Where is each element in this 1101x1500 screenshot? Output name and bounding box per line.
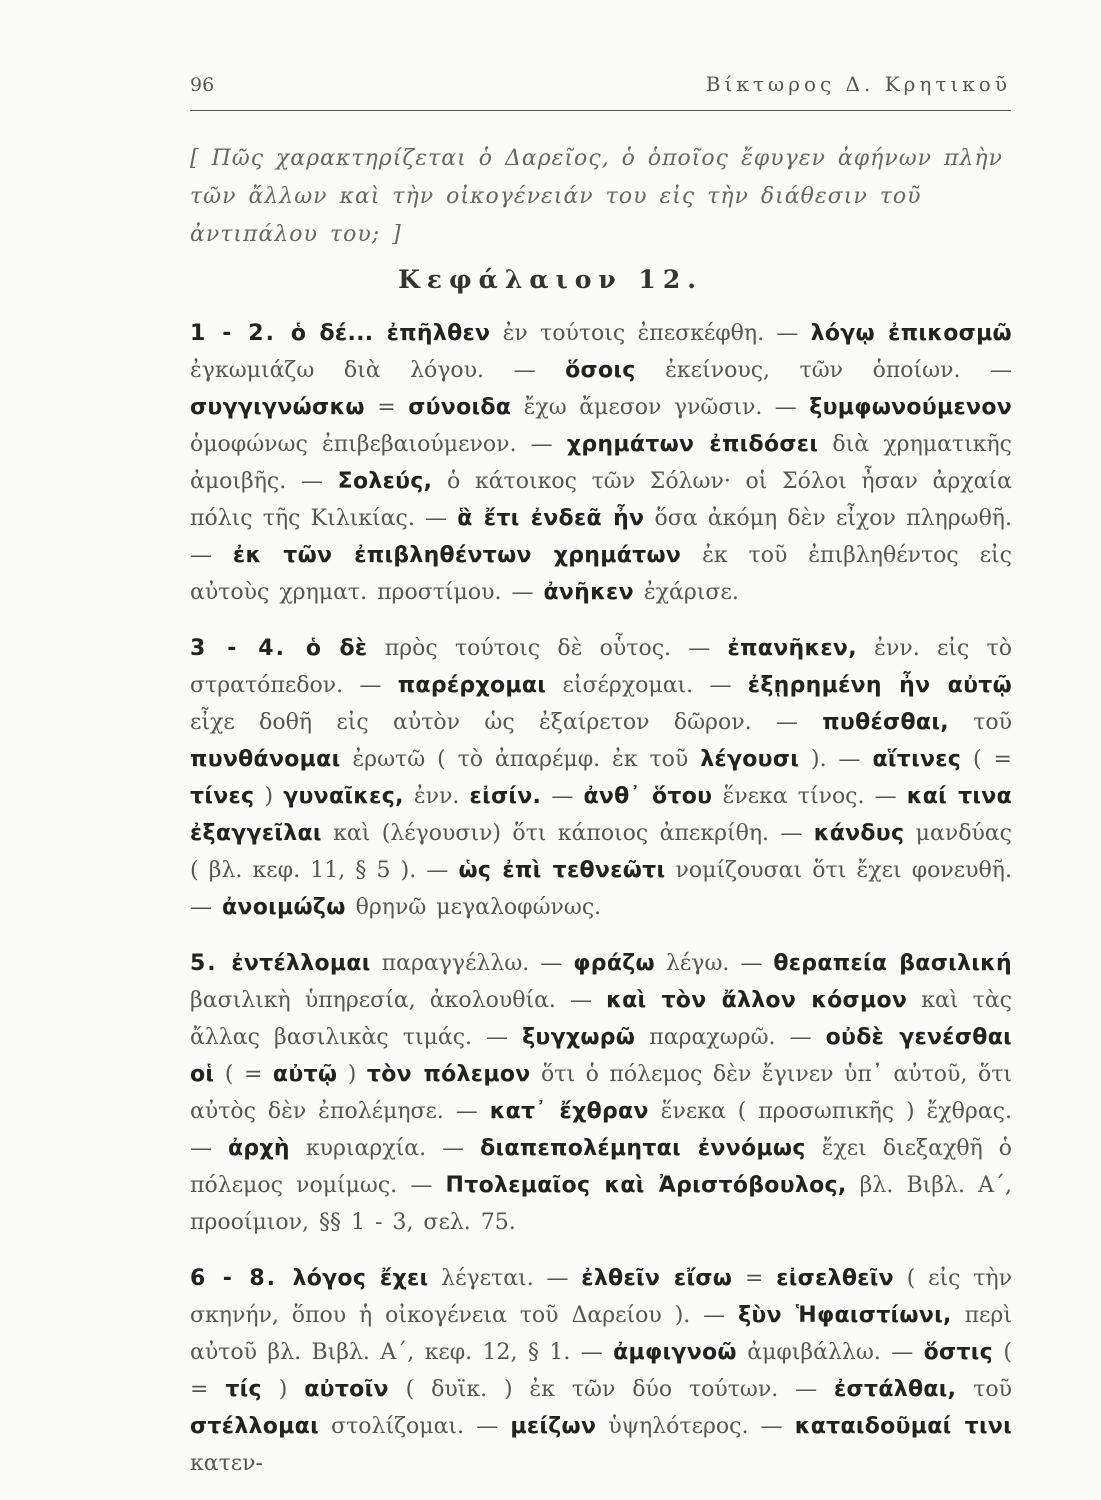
page-number: 96 [190, 74, 215, 96]
lemma: διαπεπολέμηται ἐννόμως [480, 1136, 806, 1161]
lemma: φράζω [573, 951, 655, 976]
lemma: αἵτινες [872, 747, 962, 772]
lemma: λόγος ἔχει [292, 1266, 429, 1291]
gloss: καὶ (λέγουσιν) ὅτι κάποιος ἀπεκρίθη. — [321, 821, 814, 846]
section-reference: 6 - 8. [190, 1266, 293, 1291]
lemma: κατ᾽ ἔχθραν [489, 1099, 649, 1124]
lemma: τὸν πόλεμον [366, 1062, 531, 1087]
gloss: λέγω. — [654, 951, 774, 976]
gloss: διὰ χρηματικῆς ἀμοιβῆς. — [190, 432, 1012, 494]
lemma: τίς [225, 1377, 262, 1402]
lemma: ἃ ἔτι ἐνδεᾶ ἦν [457, 506, 645, 531]
gloss: ἐχάρισε. [633, 580, 739, 605]
lemma: ἀνοιμώζω [222, 895, 346, 920]
lemma: οὐδὲ γενέσθαι οἱ [190, 1025, 1012, 1087]
note-section [190, 630, 1012, 926]
gloss: πρὸς τούτοις δὲ οὗτος. — [367, 636, 728, 661]
section-reference: 5. [190, 951, 232, 976]
gloss: ) [337, 1062, 367, 1087]
lemma: ἐπανῆκεν, [727, 636, 857, 661]
gloss: κατεν- [190, 1451, 263, 1476]
lemma: καὶ τὸν ἄλλον κόσμον [606, 988, 908, 1013]
lemma: κάνδυς [813, 821, 905, 846]
gloss: ) [261, 1377, 305, 1402]
gloss: ἐγκωμιάζω διὰ λόγου. — [190, 358, 566, 383]
gloss: τοῦ [956, 1377, 1012, 1402]
gloss: ὁμοφώνως ἐπιβεβαιούμενον. — [190, 432, 567, 457]
lemma: πυθέσθαι, [822, 710, 949, 735]
lemma: στέλλομαι [190, 1414, 319, 1439]
lemma: ἐξῃρημένη ἦν αὐτῷ [747, 673, 1012, 698]
lemma: ἀμφιγνοῶ [613, 1340, 737, 1365]
note-section [190, 315, 1012, 611]
gloss: ἕνεκα ( προσωπικῆς ) ἔχθρας. — [190, 1099, 1012, 1161]
gloss: βλ. Βιβλ. Α΄, προοίμιον, §§ 1 - 3, σελ. 75. [190, 1173, 1012, 1235]
lemma: ἀνῆκεν [543, 580, 634, 605]
gloss: ὅτι ὁ πόλεμος δὲν ἔγινεν ὑπ᾽ αὐτοῦ, ὅτι αὐτὸς δὲν ἐπολέμησε. — [190, 1062, 1012, 1124]
lemma: αὐτῷ [272, 1062, 338, 1087]
gloss: ἔχει διεξαχθῆ ὁ πόλεμος νομίμως. — [190, 1136, 1012, 1198]
lemma: ὅσοις [565, 358, 636, 383]
lemma: Σολεύς, [337, 469, 433, 494]
gloss: = [732, 1266, 777, 1291]
gloss: ὅσα ἀκόμη δὲν εἶχον πληρωθῆ. — [190, 506, 1012, 568]
chapter-title: Κεφάλαιον 12. [398, 265, 703, 294]
lemma: ἐντέλλομαι [231, 951, 371, 976]
lemma: ἐκ τῶν ἐπιβληθέντων χρημάτων [232, 543, 682, 568]
gloss: = [364, 395, 409, 420]
lemma: χρημάτων ἐπιδόσει [566, 432, 819, 457]
lemma: λέγουσι [700, 747, 800, 772]
gloss: λέγεται. — [428, 1266, 582, 1291]
lemma: τίνες [190, 784, 255, 809]
gloss: ἕνεκα τίνος. — [712, 784, 907, 809]
gloss: — [541, 784, 584, 809]
gloss: τοῦ [948, 710, 1012, 735]
gloss: παραγγέλλω. — [370, 951, 574, 976]
gloss: ( εἰς τὴν σκηνήν, ὅπου ἡ οἰκογένεια τοῦ Δαρείου ). — [190, 1266, 1012, 1328]
gloss: εἰσέρχομαι. — [546, 673, 748, 698]
lemma: σύνοιδα [408, 395, 512, 420]
gloss: ἀμφιβάλλω. — [736, 1340, 924, 1365]
gloss: νομίζουσαι ὅτι ἔχει φονευθῆ. — [190, 858, 1012, 920]
gloss: θρηνῶ μεγαλοφώνως. [345, 895, 602, 920]
lemma: συγγιγνώσκω [190, 395, 365, 420]
lemma: ἐλθεῖν εἴσω [581, 1266, 733, 1291]
gloss: ( δυϊκ. ) ἐκ τῶν δύο τούτων. — [388, 1377, 834, 1402]
gloss: εἶχε δοθῆ εἰς αὐτὸν ὡς ἐξαίρετον δῶρον. — [190, 710, 823, 735]
gloss: παραχωρῶ. — [635, 1025, 826, 1050]
gloss: ). — [799, 747, 873, 772]
lemma: ἐστάλθαι, [834, 1377, 957, 1402]
gloss: ἐκείνους, τῶν ὁποίων. — [635, 358, 1012, 383]
section-reference: 1 - 2. [190, 321, 291, 346]
gloss: ἐκ τοῦ ἐπιβληθέντος εἰς αὐτοὺς χρηματ. προστίμου. — [190, 543, 1012, 605]
lemma: εἰσίν. [469, 784, 542, 809]
lemma: μείζων [510, 1414, 597, 1439]
gloss: στολίζομαι. — [318, 1414, 511, 1439]
gloss: ( = [961, 747, 1012, 772]
lemma: ὡς ἐπὶ τεθνεῶτι [458, 858, 666, 883]
lemma: πυνθάνομαι [190, 747, 341, 772]
running-head: Βίκτωρος Δ. Κρητικοῦ [705, 72, 1011, 96]
lemma: λόγῳ ἐπικοσμῶ [810, 321, 1012, 346]
lemma: ἀρχὴ [227, 1136, 290, 1161]
gloss: ὁ κάτοικος τῶν Σόλων· οἱ Σόλοι ἦσαν ἀρχαία πόλις τῆς Κιλικίας. — [190, 469, 1012, 531]
gloss: μανδύας ( βλ. κεφ. 11, § 5 ). — [190, 821, 1012, 883]
page-header [190, 70, 1011, 111]
lemma: καταιδοῦμαί τινι [794, 1414, 1012, 1439]
lemma: αὐτοῖν [304, 1377, 389, 1402]
note-section [190, 945, 1012, 1241]
gloss: περὶ αὐτοῦ βλ. Βιβλ. Α΄, κεφ. 12, § 1. — [190, 1303, 1012, 1365]
gloss: ἐνν. [403, 784, 470, 809]
lemma: καί τινα ἐξαγγεῖλαι [190, 784, 1012, 846]
gloss: ὑψηλότερος. — [596, 1414, 795, 1439]
lemma: ὁ δέ... ἐπῆλθεν [290, 321, 491, 346]
lemma: ξὺν Ἡφαιστίωνι, [738, 1303, 952, 1328]
lemma: θεραπεία βασιλική [773, 951, 1013, 976]
gloss: ἐνν. εἰς τὸ στρατόπεδον. — [190, 636, 1012, 698]
lemma: ξυμφωνούμενον [809, 395, 1013, 420]
note-section [190, 1260, 1012, 1482]
gloss: ) [254, 784, 284, 809]
gloss: καὶ τὰς ἄλλας βασιλικὰς τιμάς. — [190, 988, 1012, 1050]
lemma: ὁ δὲ [305, 636, 368, 661]
gloss: ἐρωτῶ ( τὸ ἀπαρέμφ. ἐκ τοῦ [340, 747, 701, 772]
gloss: ἔχω ἄμεσον γνῶσιν. — [511, 395, 810, 420]
chapter-question: [ Πῶς χαρακτηρίζεται ὁ Δαρεῖος, ὁ ὁποῖος ἔφυγεν ἀφήνων πλὴν τῶν ἄλλων καὶ τὴν οἰκογένειάν του εἰς τὴν διάθεσιν τοῦ ἀντιπάλου του; ] [190, 146, 1003, 247]
gloss: ( = [214, 1062, 273, 1087]
gloss: ( = [190, 1340, 1012, 1402]
gloss: ἐν τούτοις ἐπεσκέφθη. — [490, 321, 811, 346]
gloss: κυριαρχία. — [289, 1136, 481, 1161]
lemma: ξυγχωρῶ [522, 1025, 636, 1050]
section-reference: 3 - 4. [190, 636, 306, 661]
lemma: ὅστις [923, 1340, 994, 1365]
lemma: εἰσελθεῖν [776, 1266, 894, 1291]
commentary-notes [190, 315, 1012, 1482]
gloss: βασιλικὴ ὑπηρεσία, ἀκολουθία. — [190, 988, 607, 1013]
lemma: Πτολεμαῖος καὶ Ἀριστόβουλος, [445, 1173, 847, 1198]
lemma: παρέρχομαι [397, 673, 547, 698]
lemma: γυναῖκες, [283, 784, 404, 809]
lemma: ἀνθ᾽ ὅτου [583, 784, 713, 809]
